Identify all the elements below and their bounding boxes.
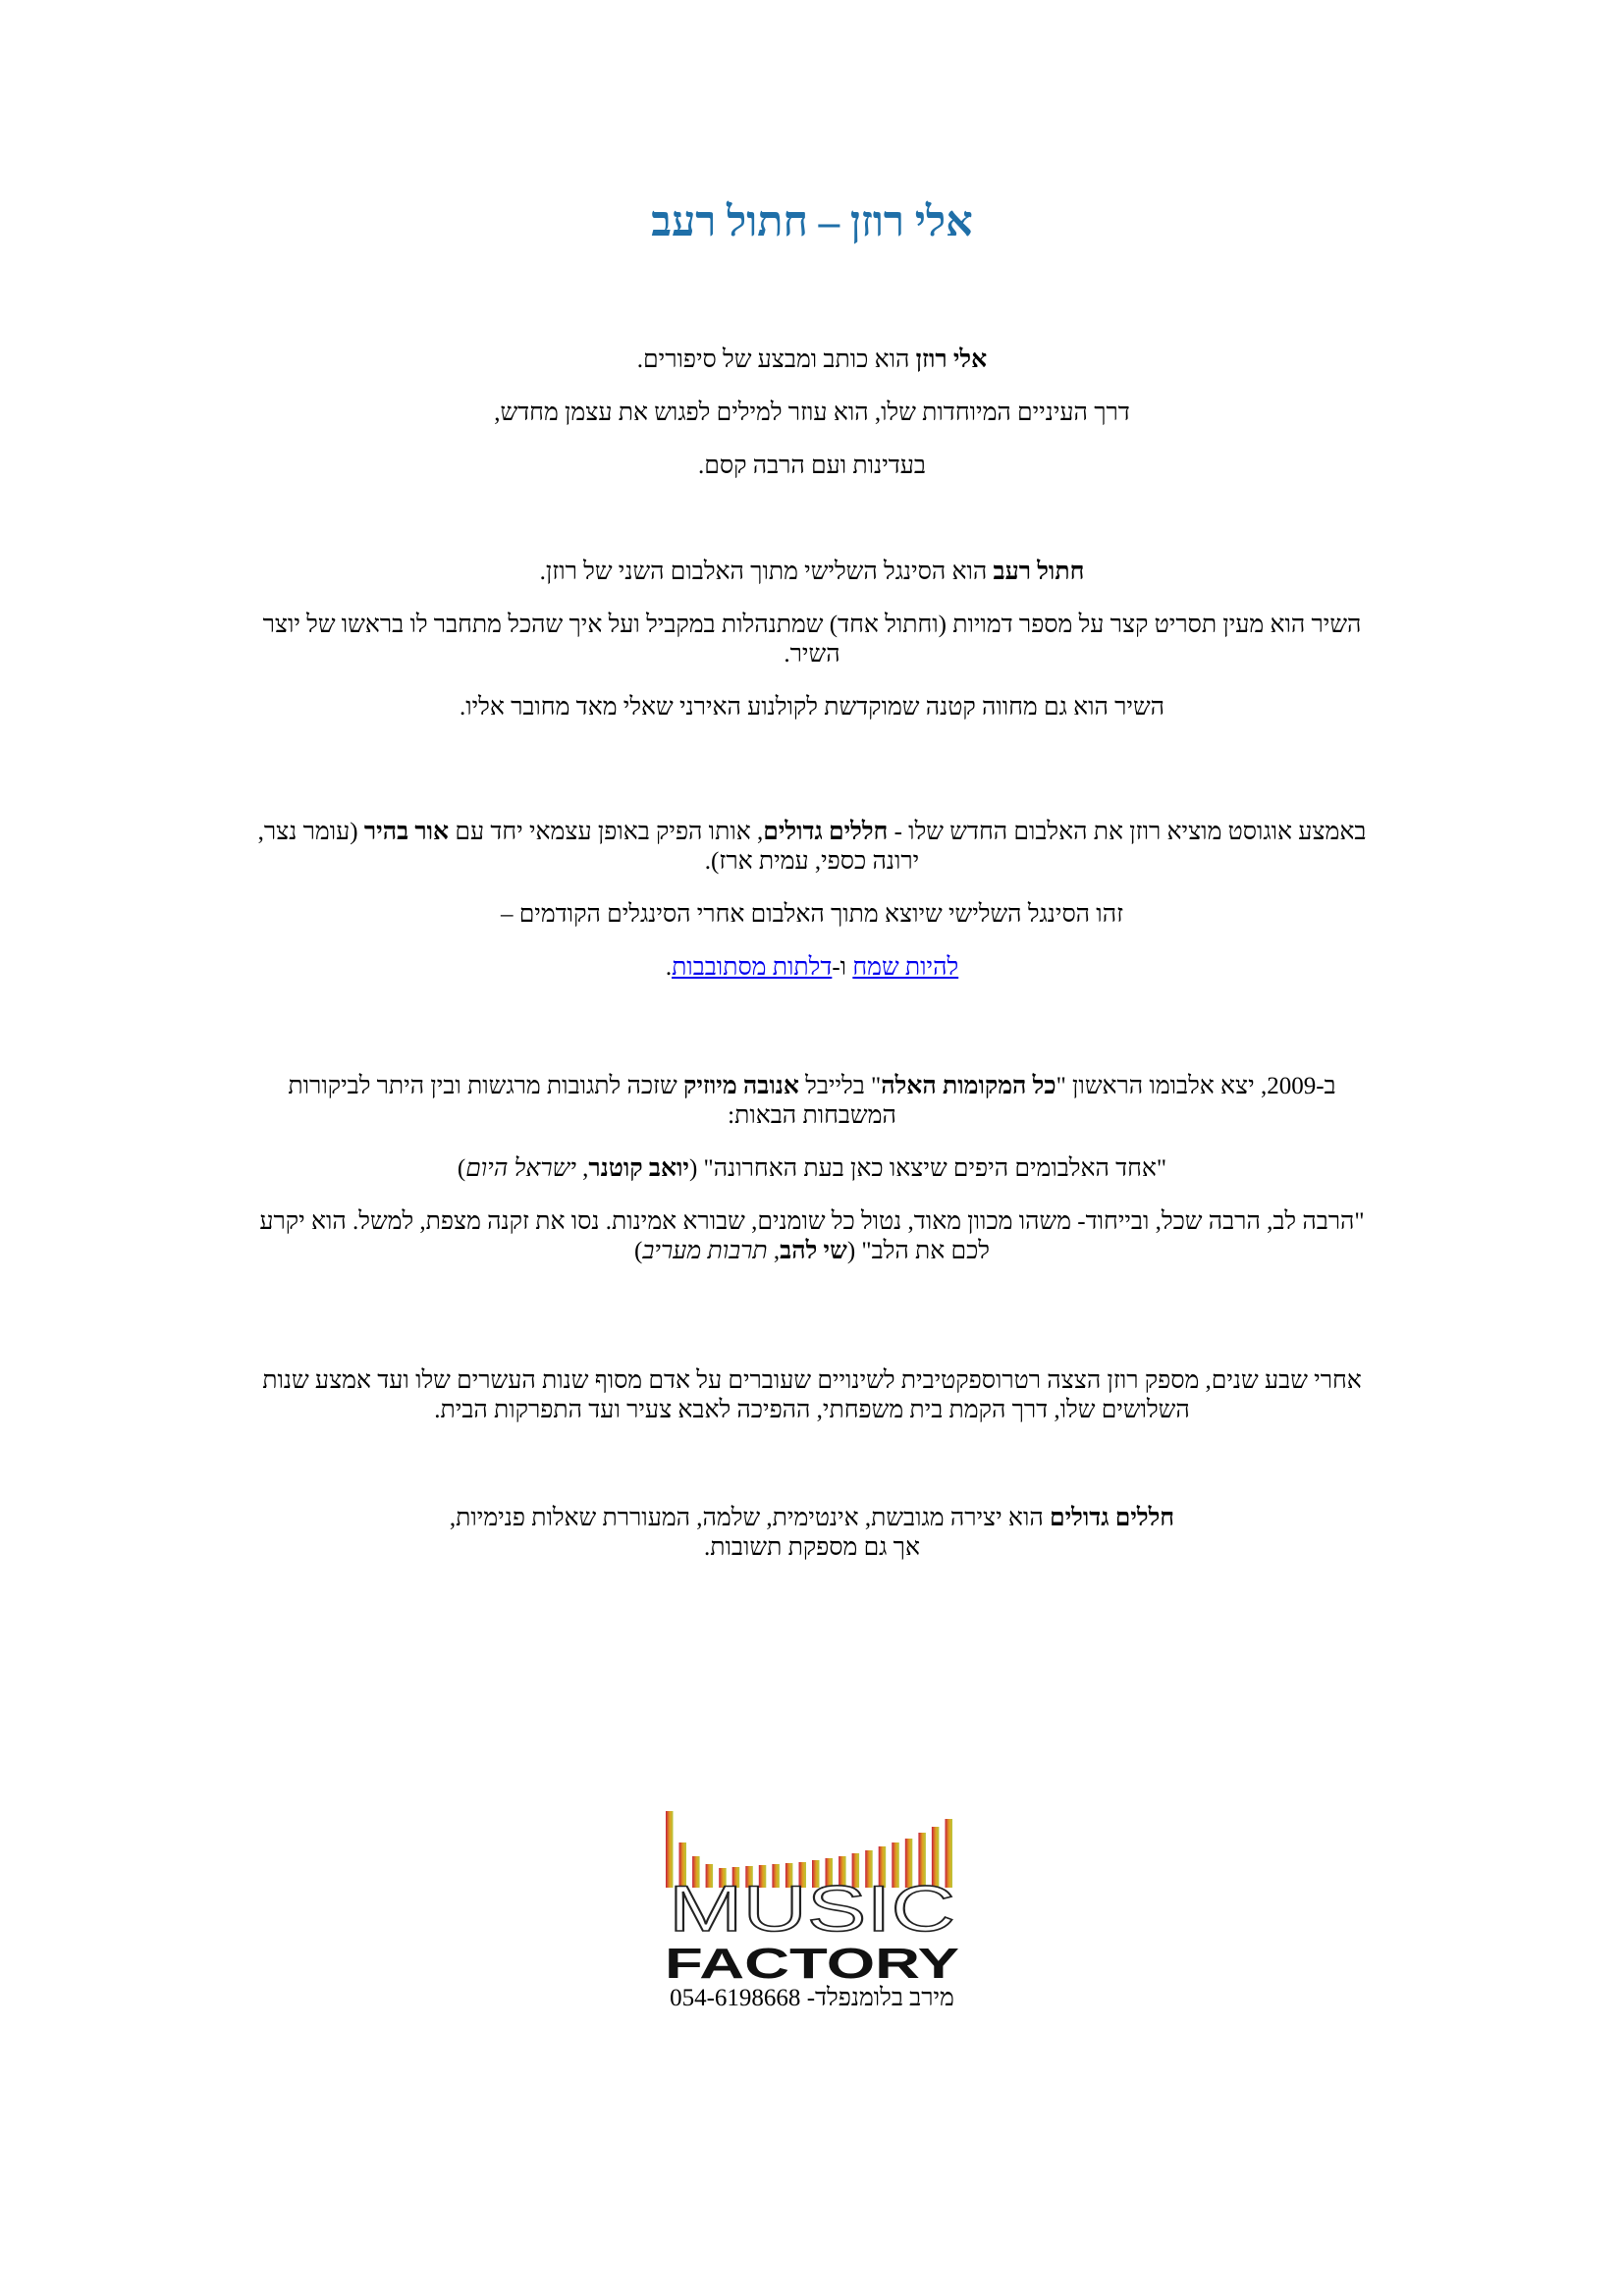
album-name: חללים גדולים bbox=[763, 819, 889, 845]
logo-word-music: MUSIC bbox=[669, 1872, 955, 1945]
album-name-closing: חללים גדולים bbox=[1049, 1505, 1175, 1531]
song-name: חתול רעב bbox=[993, 559, 1085, 585]
first-album-name: כל המקומות האלה bbox=[881, 1073, 1056, 1099]
contact-line: מירב בלומנפלד- 054-6198668 bbox=[670, 1985, 954, 2011]
retrospective-paragraph: אחרי שבע שנים, מספק רוזן הצצה רטרוספקטיבית לשינויים שעוברים על אדם מסוף שנות העשרים שלו ועד אמצע שנות השלושים שלו, דרך הקמת בית משפחתי, ההפיכה לאבא צעיר ועד התפרקות הבית. bbox=[262, 1367, 1362, 1423]
label-name: אנובה מיוזיק bbox=[682, 1073, 799, 1099]
music-factory-logo bbox=[660, 1791, 964, 1983]
album-section bbox=[245, 818, 1379, 983]
intro-line-3: בעדינות ועם הרבה קסם. bbox=[698, 453, 926, 479]
closing-paragraph: חללים גדולים הוא יצירה מגובשת, אינטימית, שלמה, המעוררת שאלות פנימיות, אך גם מספקת תשובות. bbox=[449, 1505, 1175, 1561]
first-album-paragraph: ב-2009, יצא אלבומו הראשון "כל המקומות האלה" בלייבל אנובה מיוזיק שזכה לתגובות מרגשות ובין היתר לביקורות המשבחות הבאות: bbox=[288, 1073, 1336, 1129]
artist-name: אלי רוזן bbox=[915, 347, 988, 373]
review-quote-2: "הרבה לב, הרבה שכל, ובייחוד- משהו מכוון מאוד, נטול כל שומנים, שבורא אמינות. נסו את זקנה מצפת, למשל. הוא יקרע לכם את הלב" (שי להב, תרבות מעריב) bbox=[259, 1208, 1365, 1264]
singles-links: להיות שמח ו-דלתות מסתובבות. bbox=[665, 954, 959, 981]
intro-line-1: אלי רוזן הוא כותב ומבצע של סיפורים. bbox=[636, 347, 988, 373]
review-quote-1: "אחד האלבומים היפים שיצאו כאן בעת האחרונה" (יואב קוטנר, ישראל היום) bbox=[457, 1155, 1167, 1182]
single-line-3: השיר הוא גם מחווה קטנה שמוקדשת לקולנוע האירני שאלי מאד מחובר אליו. bbox=[459, 694, 1165, 721]
reviewer-2: שי להב bbox=[780, 1238, 847, 1264]
album-paragraph: באמצע אוגוסט מוציא רוזן את האלבום החדש שלו - חללים גדולים, אותו הפיק באופן עצמאי יחד עם אור בהיר (עומר נצר, ירונה כספי, עמית ארז). bbox=[257, 819, 1367, 875]
intro-section bbox=[245, 346, 1379, 481]
publication-2: תרבות מעריב bbox=[642, 1238, 768, 1264]
publication-1: ישראל היום bbox=[465, 1155, 576, 1182]
retrospective-section bbox=[245, 1366, 1379, 1425]
link-lihyot-sameach[interactable]: להיות שמח bbox=[852, 954, 959, 981]
closing-section bbox=[245, 1504, 1379, 1563]
logo-word-factory: FACTORY bbox=[665, 1940, 959, 1983]
reviewer-1: יואב קוטנר bbox=[588, 1155, 689, 1182]
reviews-section bbox=[245, 1072, 1379, 1266]
producer-name: אור בהיר bbox=[363, 819, 450, 845]
link-dlatot-mistovevot[interactable]: דלתות מסתובבות bbox=[672, 954, 833, 981]
single-line-2: השיר הוא מעין תסריט קצר על מספר דמויות (וחתול אחד) שמתנהלות במקביל ועל איך שהכל מתחבר לו בראשו של יוצר השיר. bbox=[262, 612, 1362, 667]
single-section bbox=[245, 558, 1379, 722]
single-line-1: חתול רעב הוא הסינגל השלישי מתוך האלבום השני של רוזן. bbox=[539, 559, 1085, 585]
page-title: אלי רוזן – חתול רעב bbox=[651, 199, 973, 245]
album-singles-line: זהו הסינגל השלישי שיוצא מתוך האלבום אחרי הסינגלים הקודמים – bbox=[500, 901, 1124, 928]
intro-line-2: דרך העיניים המיוחדות שלו, הוא עוזר למילים לפגוש את עצמן מחדש, bbox=[494, 400, 1130, 426]
